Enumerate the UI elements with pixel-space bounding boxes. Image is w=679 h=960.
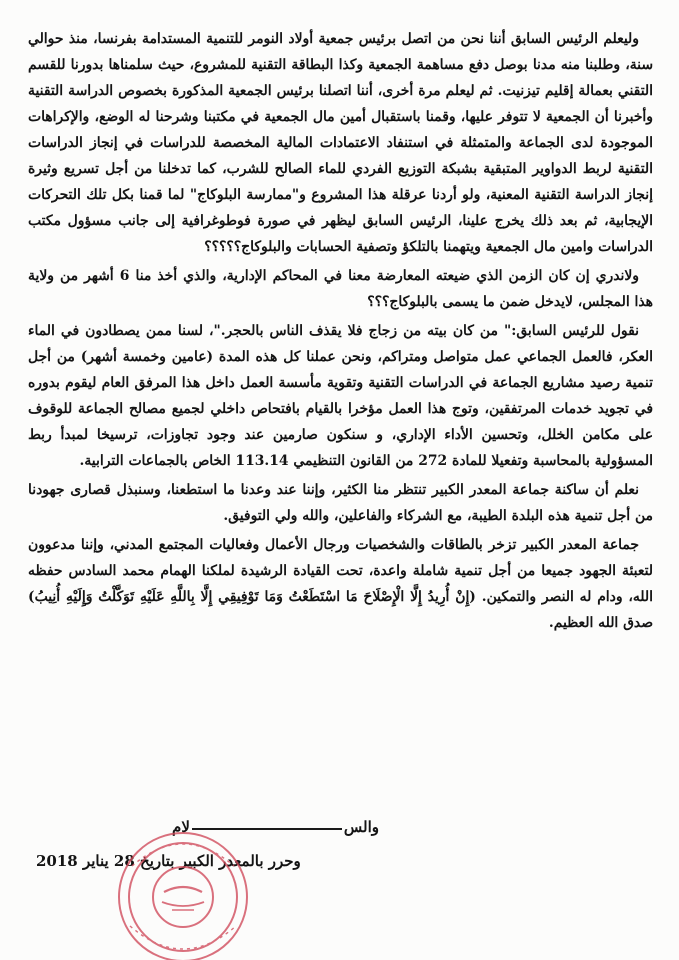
signoff-date-place: وحرر بالمعدر الكبير بتاريخ 28 يناير 2018 [36,852,301,870]
letter-body [28,26,653,639]
paragraph-3: نقول للرئيس السابق:" من كان بيته من زجاج فلا يقذف الناس بالحجر."، لسنا ممن يصطادون في الماء العكر، فالعمل الجماعي عمل متواصل ومتراكم، ونحن عملنا كل هذه المدة (عامين وخمسة أشهر) من أجل تنمية رصيد مشاريع الجماعة في الدراسات التقنية وتقوية مأسسة العمل داخل هذا المرفق العام ليقوم بدوره في تجويد خدمات المرتفقين، وتوج هذا العمل مؤخرا بالقيام بافتحاص داخلي لجميع مصالح الجماعة للوقوف على مكامن الخلل، وتحسين الأداء الإداري، و سنكون صارمين عند وجود تجاوزات، ترسيخا لمبدأ ربط المسؤولية بالمحاسبة وتفعيلا للمادة 272 من القانون التنظيمي 113.14 الخاص بالجماعات الترابية. [28,323,653,469]
quran-verse: (إِنْ أُرِيدُ إِلَّا الْإِصْلَاحَ مَا اسْتَطَعْتُ وَمَا تَوْفِيقِي إِلَّا بِاللَّهِ عَلَيْهِ تَوَكَّلْتُ وَإِلَيْهِ أُنِيبُ) [28,589,476,605]
paragraph-1: وليعلم الرئيس السابق أننا نحن من اتصل برئيس جمعية أولاد النومر للتنمية المستدامة بفرنسا، منذ حوالي سنة، وطلبنا منه مدنا بوصل دفع مساهمة الجمعية وكذا البطاقة التقنية للمشروع، حيث سلمناها بدورنا للقسم التقني بعمالة إقليم تيزنيت. ثم ليعلم مرة أخرى، أننا اتصلنا برئيس الجمعية المذكورة بخصوص الدراسة التقنية وأخبرنا أن الجمعية لا تتوفر عليها، وقمنا باستقبال أمين مال الجمعية في مكتبنا وشرحنا له الوضع، والإكراهات الموجودة لدى الجماعة والمتمثلة في استنفاد الاعتمادات المالية المخصصة للدراسات في إنجاز الدراسات التقنية لربط الدواوير المتبقية بشبكة التوزيع الفردي للماء الصالح للشرب، كما تدخلنا من أجل تسريع وثيرة إنجاز الدراسة التقنية المعنية، ولو أردنا عرقلة هذا المشروع و"ممارسة البلوكاج" لما قمنا بكل تلك التحركات الإيجابية، ثم بعد ذلك يخرج علينا، الرئيس السابق ليظهر في صورة فوطوغرافية إلى جانب مسؤول مكتب الدراسات وامين مال الجمعية ويتهمنا بالتلكؤ وتصفية الحسابات والبلوكاج؟؟؟؟؟ [28,31,653,255]
official-stamp-icon [112,826,254,960]
paragraph-2: ولاندري إن كان الزمن الذي ضيعته المعارضة معنا في المحاكم الإدارية، والذي أخذ منا 6 أشهر من ولاية هذا المجلس، لايدخل ضمن ما يسمى بالبلوكاج؟؟؟ [28,268,653,310]
paragraph-4: نعلم أن ساكنة جماعة المعدر الكبير تنتظر منا الكثير، وإننا عند وعدنا ما استطعنا، وسنبذل قصارى جهودنا من أجل تنمية هذه البلدة الطيبة، مع الشركاء والفاعلين، والله ولي التوفيق. [28,482,653,524]
closing-end: لام [172,818,190,836]
paragraph-5-text: جماعة المعدر الكبير تزخر بالطاقات والشخصيات ورجال الأعمال وفعاليات المجتمع المدني، وإننا مدعوون لتعبئة الجهود جميعا من أجل تنمية شاملة واعدة، تحت القيادة الرشيدة لملكنا الهمام محمد السادس حفظه الله، ودام له النصر والتمكين. [28,537,654,605]
quran-closing: صدق الله العظيم. [548,615,653,631]
closing-start: والس [343,818,379,836]
paragraph-5 [28,532,653,636]
